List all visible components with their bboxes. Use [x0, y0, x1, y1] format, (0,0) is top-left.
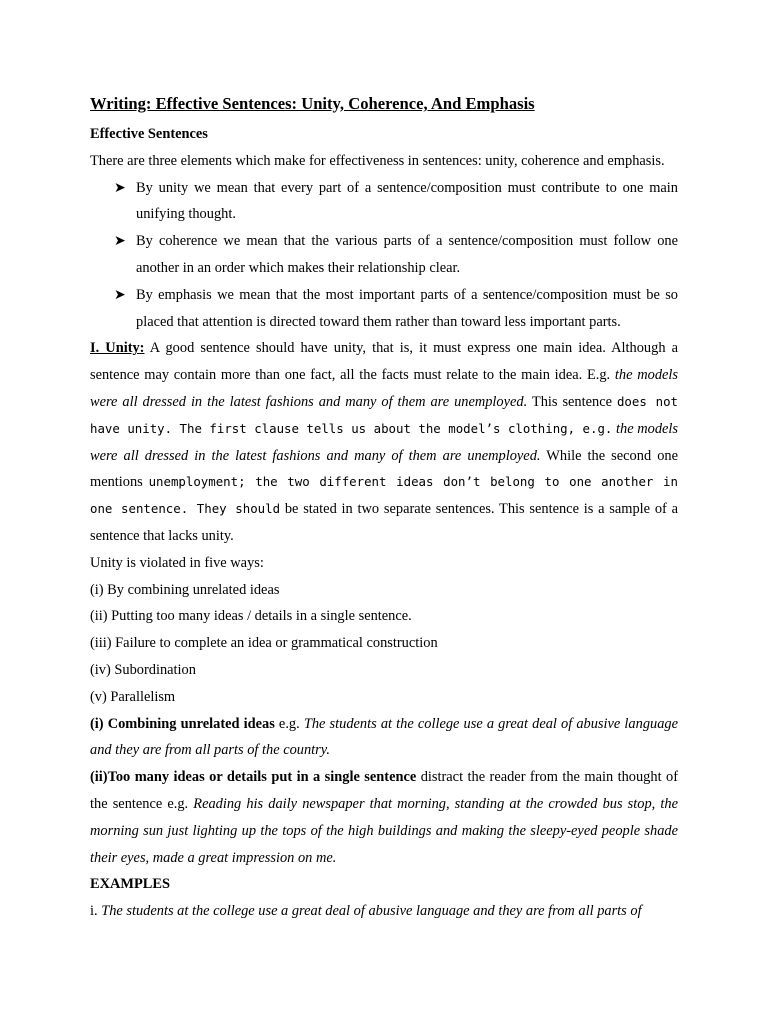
too-many-example: Reading his daily newspaper that morning, standing at the crowded bus stop, the morning sun just lighting up the tops of the high buildings and making the sleepy-eyed people shade their eyes, made a great impression on me. [90, 795, 678, 866]
arrow-bullet-icon: ➤ [114, 233, 126, 250]
section-heading: Effective Sentences [90, 126, 208, 142]
combining-heading: (i) Combining unrelated ideas [90, 715, 275, 732]
violation-item: (iii) Failure to complete an idea or grammatical construction [90, 635, 438, 652]
example-label: i. [90, 903, 102, 920]
document-body [90, 121, 678, 925]
violations-intro: Unity is violated in five ways: [90, 554, 264, 571]
bullet-text: By emphasis we mean that the most important parts of a sentence/composition must be so placed that attention is directed toward them rather than toward less important parts. [136, 286, 678, 330]
combining-example: The students at the college use a great deal of abusive language and they are from all parts of the country. [90, 715, 678, 759]
example-text: The students at the college use a great deal of abusive language and they are from all parts of [101, 903, 642, 920]
violation-item: (iv) Subordination [90, 661, 196, 678]
violation-item: (ii) Putting too many ideas / details in a single sentence. [90, 608, 412, 625]
examples-heading: EXAMPLES [90, 876, 170, 893]
example-item [90, 898, 678, 925]
too-many-text: distract the reader from the main thought of the sentence e.g. [90, 769, 679, 812]
unity-example: the models were all dressed in the latest fashions and many of them are unemployed. [90, 420, 678, 464]
document-title: Writing: Effective Sentences: Unity, Coherence, And Emphasis [90, 94, 535, 113]
bullet-item-unity [90, 175, 678, 229]
combining-paragraph [90, 711, 678, 765]
unity-paragraph [90, 335, 678, 549]
bullet-text: By unity we mean that every part of a sentence/composition must contribute to one main unifying thought. [136, 179, 678, 223]
unity-text: be stated in two separate sentences. This sentence is a sample of a sentence that lacks unity. [90, 501, 678, 544]
violation-item: (i) By combining unrelated ideas [90, 581, 280, 598]
too-many-paragraph [90, 764, 678, 871]
unity-text: does not have unity. The first clause tells us about the model’s clothing, e.g. [90, 393, 678, 436]
bullet-text: By coherence we mean that the various parts of a sentence/composition must follow one another in an order which makes their relationship clear. [136, 233, 678, 276]
elements-list [90, 175, 678, 336]
unity-text: While the second one mentions [90, 447, 678, 491]
bullet-item-emphasis [90, 282, 678, 336]
unity-text: unemployment; the two different ideas don’t belong to one another in one sentence. They should [90, 474, 678, 517]
unity-text: A good sentence should have unity, that is, it must express one main idea. Although a sentence may contain more than one fact, all the facts must relate to the main idea. E.g. [90, 340, 678, 384]
arrow-bullet-icon: ➤ [114, 286, 126, 303]
combining-text: e.g. [274, 715, 304, 732]
violation-item: (v) Parallelism [90, 688, 176, 705]
arrow-bullet-icon: ➤ [114, 179, 126, 196]
too-many-heading: (ii)Too many ideas or details put in a single sentence [90, 769, 417, 786]
unity-heading: I. Unity: [90, 340, 145, 357]
unity-example: the models were all dressed in the latest fashions and many of them are unemployed. [90, 367, 678, 410]
bullet-item-coherence [90, 228, 678, 282]
unity-text: This sentence [527, 393, 617, 410]
intro-paragraph: There are three elements which make for effectiveness in sentences: unity, coherence and emphasis. [90, 152, 665, 169]
